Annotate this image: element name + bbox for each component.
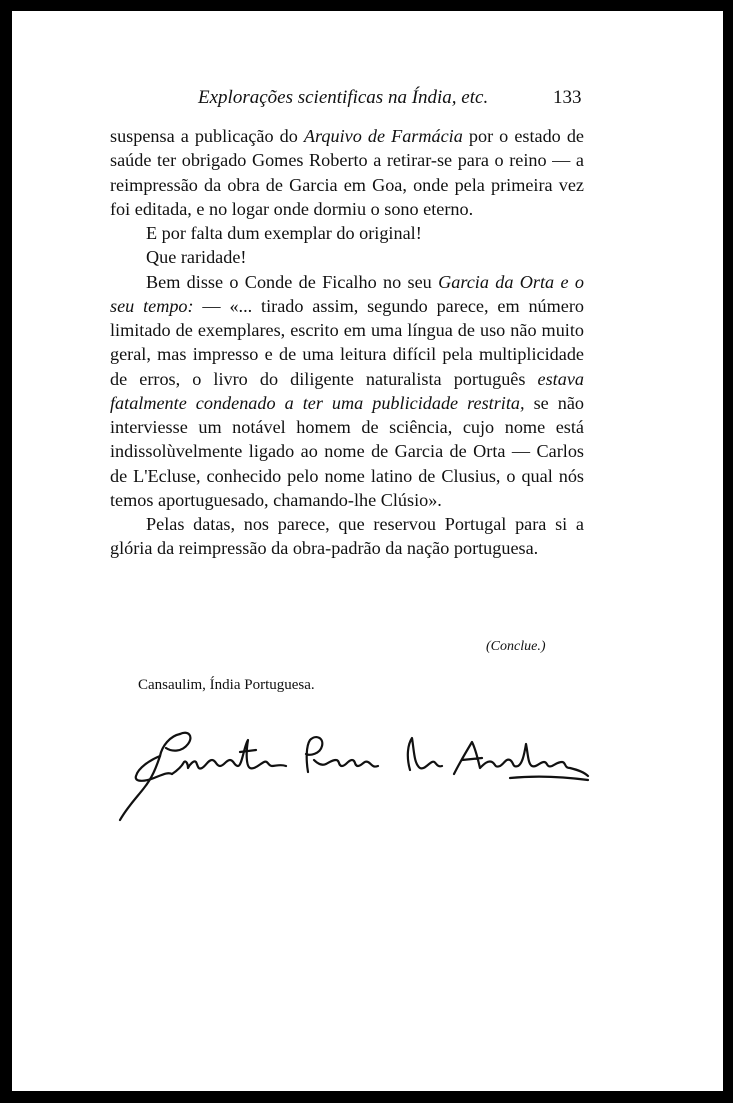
signature-word-3: [408, 738, 442, 770]
p1-italic-journal: Arquivo de Farmácia: [303, 126, 463, 146]
p4-italic-phrase: estava fatalmente condenado a ter uma publicidade restrita,: [110, 368, 584, 413]
signature-underline: [510, 777, 588, 780]
paragraph-2: E por falta dum exemplar do original!: [146, 223, 422, 243]
conclusion-note: (Conclue.): [486, 639, 546, 654]
p1-text-1: suspensa a publicação do: [110, 126, 304, 146]
p4-text-2: — «... tirado assim, segundo parece, em número limitado de exemplares, escrito em uma língua de uso não muito geral, mas impresso e de uma leitura difícil pela multiplicidade de erros, o livro do diligente naturalista português: [110, 295, 585, 389]
paragraph-4: [110, 270, 584, 513]
paragraph-1: [110, 124, 584, 221]
signature-t-cross: [240, 750, 256, 752]
signature-word-2: [306, 737, 378, 772]
running-title: Explorações scientificas na Índia, etc.: [198, 87, 489, 108]
place-line: Cansaulim, Índia Portuguesa.: [138, 677, 315, 693]
paragraph-3: Que raridade!: [146, 247, 247, 268]
signature-word-4: [454, 742, 588, 776]
handwritten-signature: [110, 716, 590, 836]
p4-text-1: Bem disse o Conde de Ficalho no seu: [146, 271, 439, 292]
article-body: [110, 124, 584, 561]
document-page: [12, 11, 723, 1091]
paragraph-5: Pelas datas, nos parece, que reservou Portugal para si a glória da reimpressão da obra-padrão da nação portuguesa.: [110, 514, 584, 559]
p1-text-2: por o estado de saúde ter obrigado Gomes Roberto a retirar-se para o reino — a reimpressão da obra de Garcia em Goa, onde pela primeira vez foi editada, e no logar onde dormiu o sono eterno.: [110, 126, 584, 219]
signature-word-1: [172, 740, 286, 774]
signature-initial-stroke: [120, 734, 180, 820]
p4-text-3: se não interviesse um notável homem de sciência, cujo nome está indissolùvelmente ligado ao nome de Garcia de Orta — Carlos de L'Ecluse, conhecido pelo nome latino de Clusius, o qual nós temos aportuguesado, chamando-lhe Clúsio».: [110, 392, 584, 510]
page-number: 133: [553, 87, 582, 108]
p4-italic-book-title: Garcia da Orta e o seu tempo:: [110, 271, 584, 316]
signature-initial-loop: [136, 733, 191, 781]
